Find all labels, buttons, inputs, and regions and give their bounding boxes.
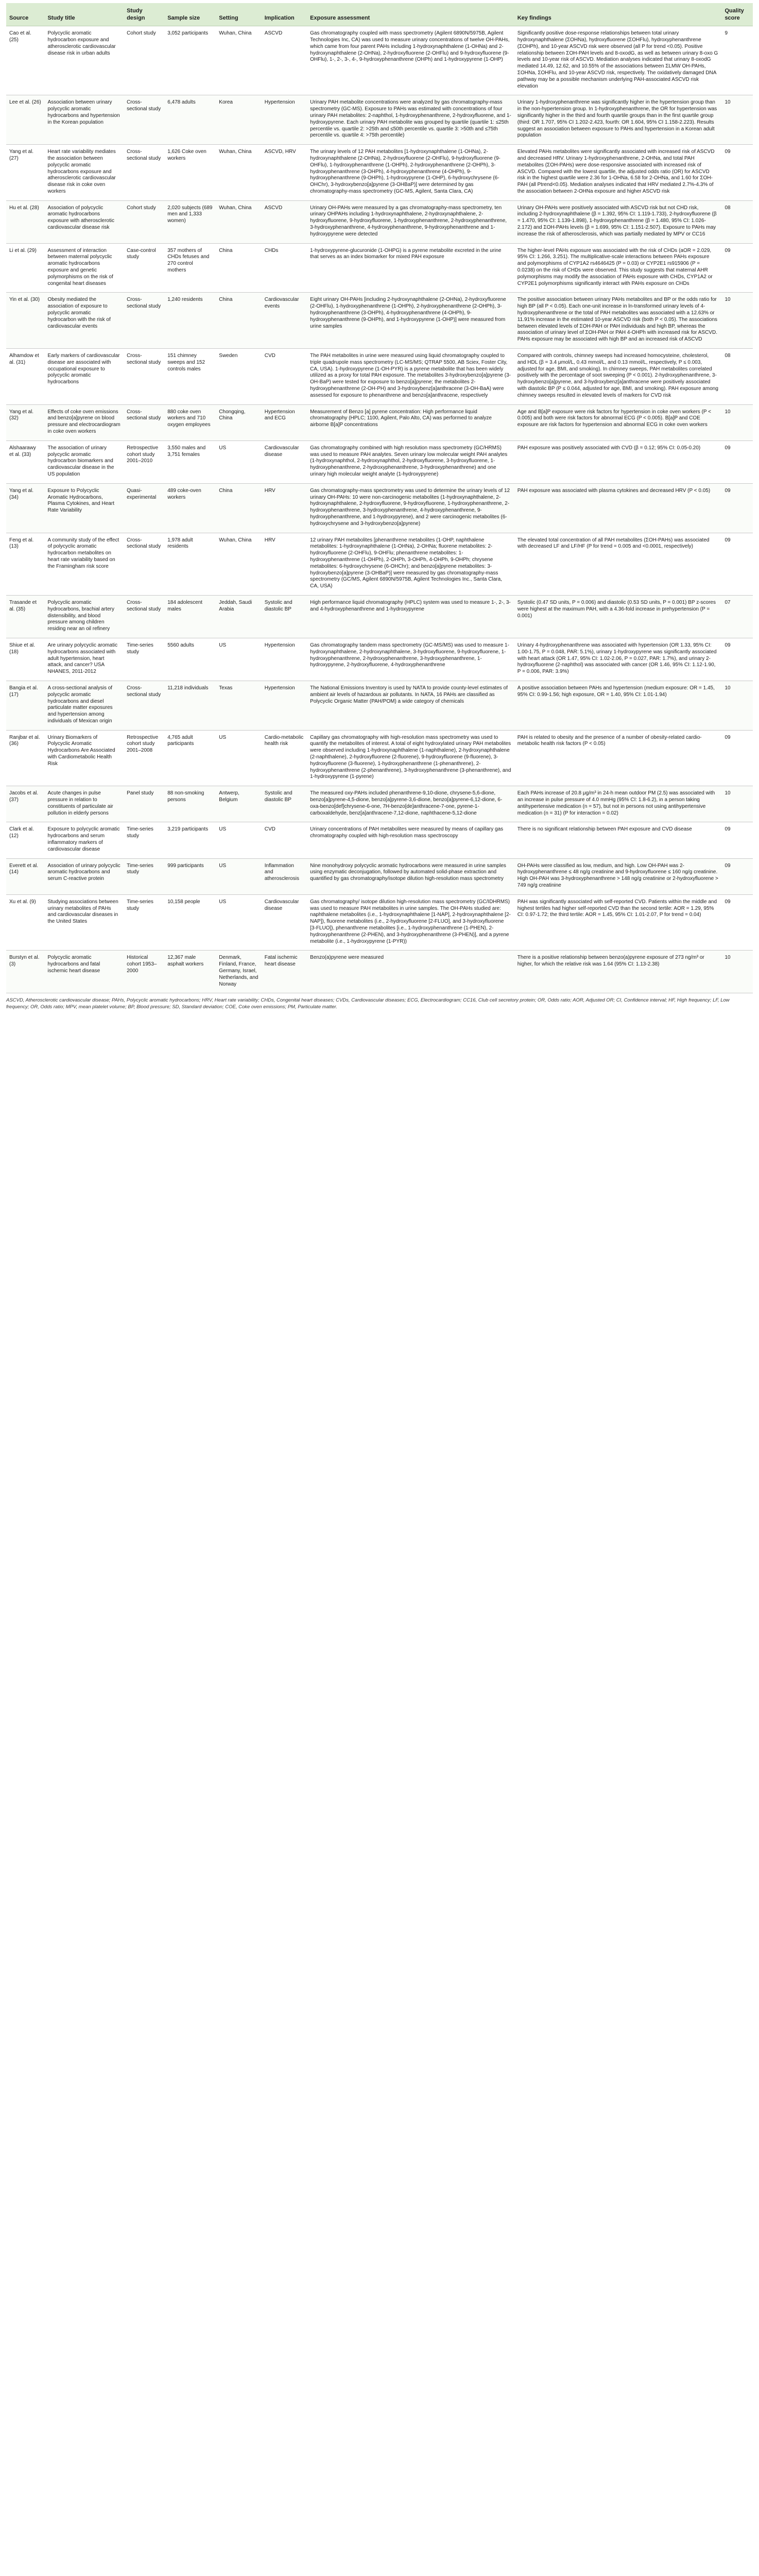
cell-exposure-assessment: Gas chromatography tandem mass spectrometry (GC-MS/MS) was used to measure 1-hydroxynaphthalene, 2-hydroxynaphthalene, 3-hydroxyfluorene, 9-hydroxyfluorene, 1-hydroxyphenanthrene, 2-hydroxyphenanthrene, 3-hydroxyphenanthrene, 1-hydroxypyrene, 2-hydroxyfluorene, 4-hydroxyphenanthrene bbox=[307, 638, 514, 681]
cell-quality-score: 09 bbox=[721, 730, 753, 786]
cell-exposure-assessment: Capillary gas chromatography with high-resolution mass spectrometry was used to quantify the metabolites of interest. A total of eight hydroxylated urinary PAH metabolites were observed including 1-hydroxynaphthalene (1-naphthalene), 2-hydroxynaphthalene (2-naphthalene), 2-hydroxyfluorene (2-fluorene), 9-hydroxyfluorene (9-fluorene), 3-hydroxyfluorene (3-fluorene), 1-hydroxyphenanthrene (1-phenanthrene), 2-hydroxyphenanthrene (2-phenanthrene), 3-hydroxyphenanthrene (3-phenanthrene), and 1-hydroxypyrene (1-pyrene) bbox=[307, 730, 514, 786]
cell-study-design: Case-control study bbox=[124, 243, 164, 293]
cell-study-title: Urinary Biomarkers of Polycyclic Aromatic Hydrocarbons Are Associated with Cardiometabolic Health Risk bbox=[44, 730, 124, 786]
cell-study-design: Panel study bbox=[124, 786, 164, 822]
cell-key-findings: There is a positive relationship between benzo(a)pyrene exposure of 273 ng/m³ or higher, for which the relative risk was 1.64 (95% CI: 1.13-2.38) bbox=[514, 951, 722, 993]
cell-key-findings: Systolic (0.47 SD units, P = 0.006) and diastolic (0.53 SD units, P = 0.001) BP z-scores were highest at the maximum PAH, with a 4.36-fold increase in prehypertension (P = 0.001) bbox=[514, 595, 722, 638]
cell-source: Li et al. (29) bbox=[6, 243, 44, 293]
cell-implication: Systolic and diastolic BP bbox=[262, 786, 307, 822]
cell-setting: Wuhan, China bbox=[216, 145, 261, 201]
cell-exposure-assessment: Measurement of Benzo [a] pyrene concentration: High performance liquid chromatography (HPLC; 1100, Agilent, Palo Alto, CA) was performed to analyze airborne B[a]P concentrations bbox=[307, 404, 514, 440]
cell-quality-score: 09 bbox=[721, 243, 753, 293]
cell-exposure-assessment: The urinary levels of 12 PAH metabolites [1-hydroxynaphthalene (1-OHNa), 2-hydroxynaphthalene (2-OHNa), 2-hydroxyfluorene (2-OHFlu), 9-hydroxyfluorene (9-OHFlu), 1-hydroxyphenanthrene (1-OHPh), 2-hydroxyphenanthrene (2-OHPh), 3-hydroxyphenanthrene (3-OHPh), 4-hydroxyphenanthrene (4-OHPh), 9-hydroxyphenanthrene (9-OHPh), 1-hydroxypyrene (1-OHP), 6-hydroxychrysene (6-OHChr), 3-hydroxybenzo[a]pyrene (3-OHBaP)] were determined by gas chromatography-mass spectrometry (GC-MS, Agilent, Santa Clara, CA) bbox=[307, 145, 514, 201]
cell-sample-size: 489 coke-oven workers bbox=[164, 483, 216, 533]
cell-sample-size: 4,765 adult participants bbox=[164, 730, 216, 786]
cell-setting: Denmark, Finland, France, Germany, Israel, Netherlands, and Norway bbox=[216, 951, 261, 993]
cell-quality-score: 10 bbox=[721, 404, 753, 440]
cell-setting: Texas bbox=[216, 681, 261, 730]
cell-study-design: Cross-sectional study bbox=[124, 533, 164, 595]
cell-source: Feng et al. (13) bbox=[6, 533, 44, 595]
cell-implication: HRV bbox=[262, 533, 307, 595]
table-row bbox=[6, 858, 753, 894]
cell-source: Alshaarawy et al. (33) bbox=[6, 440, 44, 483]
cell-key-findings: Elevated PAHs metabolites were significantly associated with increased risk of ASCVD and decreased HRV. Urinary 1-hydroxyphenanthrene, 2-OHNa, and total PAH metabolites (ΣOH-PAHs) were dose-responsive associated with increased risk of ASCVD. Compared with the lowest quartile, the adjusted odds ratio (OR) for ASCVD risk in the highest quartile were 2.36 for 1-OHNa, 6.58 for 2-OHNa, and 1.60 for ΣOH-PAH (all Ptrend<0.05). Mediation analyses indicated that HRV mediated 2.7%-4.3% of the association between 2-OHNa exposure and higher ASCVD risk bbox=[514, 145, 722, 201]
cell-key-findings: A positive association between PAHs and hypertension (medium exposure: OR = 1.45, 95% CI: 0.99-1.56; high exposure, OR = 1.40, 95% CI: 1.01-1.94) bbox=[514, 681, 722, 730]
table-row bbox=[6, 293, 753, 349]
cell-implication: ASCVD, HRV bbox=[262, 145, 307, 201]
cell-key-findings: There is no significant relationship between PAH exposure and CVD disease bbox=[514, 822, 722, 858]
cell-quality-score: 08 bbox=[721, 200, 753, 243]
table-row bbox=[6, 200, 753, 243]
cell-sample-size: 10,158 people bbox=[164, 894, 216, 951]
cell-study-design: Retrospective cohort study 2001–2010 bbox=[124, 440, 164, 483]
cell-sample-size: 999 participants bbox=[164, 858, 216, 894]
cell-exposure-assessment: Gas chromatography/ isotope dilution high-resolution mass spectrometry (GC/IDHRMS) was used to measure PAH metabolites in urine samples. The OH-PAHs studied are: naphthalene metabolites (i.e., 1-hydroxynaphthalene [1-NAP], 2-hydroxynaphthalene [2-NAP]), fluorene metabolites (i.e., 2-hydroxyfluorene [2-FLUO], and 3-hydroxyfluorene [3-FLUO]), phenanthrene metabolites [i.e., 1-hydroxyphenanthrene (1-PHEN), 2-hydroxyphenanthrene (2-PHEN), and 3-hydroxyphenanthrene (3-PHEN)], and a pyrene metabolite (i.e., 1-hydroxypyrene (1-PYR)) bbox=[307, 894, 514, 951]
header-study-title: Study title bbox=[44, 3, 124, 26]
cell-quality-score: 9 bbox=[721, 26, 753, 95]
cell-quality-score: 10 bbox=[721, 95, 753, 145]
cell-quality-score: 08 bbox=[721, 349, 753, 405]
header-row bbox=[6, 3, 753, 26]
table-row bbox=[6, 243, 753, 293]
cell-key-findings: The higher-level PAHs exposure was associated with the risk of CHDs (aOR = 2.029, 95% CI: 1.266, 3.251). The multiplicative-scale interactions between PAHs exposure and polymorphisms of CYP1A2 rs4646425 (P = 0.03) or CYP2E1 rs915906 (P = 0.0238) on the risk of CHDs were observed. This study suggests that maternal AHR polymorphisms may modify the association of PAHs exposure with CHDs, CYP1A2 or CYP2E1 polymorphisms significantly interact with PAHs exposure on CHDs bbox=[514, 243, 722, 293]
cell-study-title: Association of urinary polycyclic aromatic hydrocarbons and serum C-reactive protein bbox=[44, 858, 124, 894]
cell-study-title: Acute changes in pulse pressure in relation to constituents of particulate air pollution in elderly persons bbox=[44, 786, 124, 822]
header-exposure-assessment: Exposure assessment bbox=[307, 3, 514, 26]
cell-sample-size: 184 adolescent males bbox=[164, 595, 216, 638]
table-body bbox=[6, 26, 753, 993]
cell-quality-score: 10 bbox=[721, 681, 753, 730]
cell-sample-size: 1,240 residents bbox=[164, 293, 216, 349]
header-setting: Setting bbox=[216, 3, 261, 26]
cell-study-design: Time-series study bbox=[124, 894, 164, 951]
cell-key-findings: The elevated total concentration of all PAH metabolites (ΣOH-PAHs) was associated with decreased LF and LF/HF (P for trend = 0.005 and <0.0001, respectively) bbox=[514, 533, 722, 595]
header-study-design: Study design bbox=[124, 3, 164, 26]
table-row bbox=[6, 822, 753, 858]
cell-key-findings: Urinary OH-PAHs were positively associated with ASCVD risk but not CHD risk, including 2-hydroxynaphthalene (β = 1.392, 95% CI: 1.119-1.733), 2-hydroxyfluorene (β = 1.470, 95% CI: 1.139-1.898), 1-hydroxyphenanthrene (β = 1.480, 95% CI: 1.026-2.172) and ΣOH-PAHs levels (β = 1.699, 95% CI: 1.151-2.507). Exposure to PAHs may increase the risk of atherosclerosis, which was partially mediated by MPV or CC16 bbox=[514, 200, 722, 243]
cell-exposure-assessment: 12 urinary PAH metabolites [phenanthrene metabolites (1-OHP, naphthalene metabolites: 1-hydroxynaphthalene (1-OHNa), 2-OHNa; fluorene metabolites: 2-hydroxyfluorene (2-OHFlu), 9-OHFlu; phenanthrene metabolites: 1-hydroxyphenanthrene (1-OHPh), 2-OHPh, 3-OHPh, 4-OHPh, 9-OHPh; chrysene metabolites: 6-hydroxychrysene (6-OHChr); and benzo[a]pyrene metabolites: 3-hydroxybenzo[a]pyrene (3-OHBaP)] were measured by gas chromatography-mass spectrometry (GC/MS, Agilent 6890N/5975B, Agilent Technologies Inc., Santa Clara, CA, USA) bbox=[307, 533, 514, 595]
cell-study-design: Cross-sectional study bbox=[124, 293, 164, 349]
cell-key-findings: PAH is related to obesity and the presence of a number of obesity-related cardio-metabolic health risk factors (P < 0.05) bbox=[514, 730, 722, 786]
cell-source: Cao et al. (25) bbox=[6, 26, 44, 95]
table-row bbox=[6, 349, 753, 405]
cell-exposure-assessment: Nine monohydroxy polycyclic aromatic hydrocarbons were measured in urine samples using enzymatic deconjugation, followed by automated solid-phase extraction and quantified by gas chromatography/isotope dilution high-resolution mass spectrometry bbox=[307, 858, 514, 894]
cell-study-title: Are urinary polycyclic aromatic hydrocarbons associated with adult hypertension, heart attack, and cancer? USA NHANES, 2011-2012 bbox=[44, 638, 124, 681]
table-row bbox=[6, 404, 753, 440]
cell-source: Everett et al. (14) bbox=[6, 858, 44, 894]
literature-review-table bbox=[6, 3, 753, 993]
cell-setting: US bbox=[216, 894, 261, 951]
cell-key-findings: Each PAHs increase of 20.8 μg/m³ in 24-h mean outdoor PM (2.5) was associated with an increase in pulse pressure of 4.0 mmHg (95% CI: 1.8-6.2), in a person taking antihypertensive medication (n = 57), but not in persons not using antihypertensive medication (n = 31) (P for interaction = 0.02) bbox=[514, 786, 722, 822]
cell-implication: Hypertension bbox=[262, 681, 307, 730]
cell-sample-size: 3,550 males and 3,751 females bbox=[164, 440, 216, 483]
cell-study-title: A community study of the effect of polycyclic aromatic hydrocarbon metabolites on heart rate variability based on the Framingham risk score bbox=[44, 533, 124, 595]
cell-setting: Wuhan, China bbox=[216, 533, 261, 595]
table-header bbox=[6, 3, 753, 26]
cell-study-design: Historical cohort 1953–2000 bbox=[124, 951, 164, 993]
cell-sample-size: 5560 adults bbox=[164, 638, 216, 681]
table-row bbox=[6, 595, 753, 638]
header-quality-score: Quality score bbox=[721, 3, 753, 26]
header-key-findings: Key findings bbox=[514, 3, 722, 26]
cell-source: Yang et al. (27) bbox=[6, 145, 44, 201]
cell-setting: Jeddah, Saudi Arabia bbox=[216, 595, 261, 638]
cell-study-title: Association of polycyclic aromatic hydrocarbons exposure with atherosclerotic cardiovascular disease risk bbox=[44, 200, 124, 243]
cell-source: Hu et al. (28) bbox=[6, 200, 44, 243]
cell-implication: HRV bbox=[262, 483, 307, 533]
cell-study-title: Obesity mediated the association of exposure to polycyclic aromatic hydrocarbon with the risk of cardiovascular events bbox=[44, 293, 124, 349]
cell-source: Lee et al. (26) bbox=[6, 95, 44, 145]
cell-implication: Inflammation and atherosclerosis bbox=[262, 858, 307, 894]
cell-quality-score: 07 bbox=[721, 595, 753, 638]
cell-setting: Antwerp, Belgium bbox=[216, 786, 261, 822]
cell-sample-size: 11,218 individuals bbox=[164, 681, 216, 730]
cell-implication: Hypertension and ECG bbox=[262, 404, 307, 440]
cell-source: Xu et al. (9) bbox=[6, 894, 44, 951]
cell-key-findings: Age and B[a]P exposure were risk factors for hypertension in coke oven workers (P < 0.005) and both were risk factors for abnormal ECG (P < 0.005). B[a]P and COE exposure are risk factors for hypertension and abnormal ECG in coke oven workers bbox=[514, 404, 722, 440]
cell-study-design: Cross-sectional study bbox=[124, 95, 164, 145]
header-implication: Implication bbox=[262, 3, 307, 26]
cell-source: Clark et al. (12) bbox=[6, 822, 44, 858]
cell-source: Alhamdow et al. (31) bbox=[6, 349, 44, 405]
cell-exposure-assessment: High performance liquid chromatography (HPLC) system was used to measure 1-, 2-, 3- and 4-hydroxyphenanthrene and 1-hydroxypyrene bbox=[307, 595, 514, 638]
cell-study-design: Retrospective cohort study 2001–2008 bbox=[124, 730, 164, 786]
cell-key-findings: PAH exposure was positively associated with CVD (β = 0.12; 95% CI: 0.05-0.20) bbox=[514, 440, 722, 483]
table-row bbox=[6, 95, 753, 145]
cell-source: Bangia et al. (17) bbox=[6, 681, 44, 730]
cell-study-title: The association of urinary polycyclic aromatic hydrocarbon biomarkers and cardiovascular disease in the US population bbox=[44, 440, 124, 483]
cell-implication: Hypertension bbox=[262, 638, 307, 681]
cell-exposure-assessment: Gas chromatography combined with high resolution mass spectrometry (GC/HRMS) was used to measure PAH analytes. Seven urinary low molecular weight PAH analytes (1-hydroxynaphthol, 2-hydroxynaphthol, 2-hydroxyfluorene, 3-hydroxyfluorene, 1-hydroxyphenanthrene, 2-hydroxyphenanthrene, 3-hydroxyphenanthrene) and one urinary high molecular weight analyte (1-hydroxypyrene) bbox=[307, 440, 514, 483]
cell-exposure-assessment: Eight urinary OH-PAHs [including 2-hydroxynaphthalene (2-OHNa), 2-hydroxyfluorene (2-OHFlu), 1-hydroxyphenanthrene (1-OHPh), 2-hydroxyphenanthrene (2-OHPh), 3-hydroxyphenanthrene (3-OHPh), 4-hydroxyphenanthrene (4-OHPh), 9-hydroxyphenanthrene (9-OHPh), and 1-hydroxypyrene (1-OHP)] were measured from urine samples bbox=[307, 293, 514, 349]
abbreviations-footnote: ASCVD, Atherosclerotic cardiovascular disease; PAHs, Polycyclic aromatic hydrocarbons; HRV, Heart rate variability; CHDs, Congenital heart diseases; CVDs, Cardiovascular diseases; ECG, Electrocardiogram; CC16, Club cell secretory protein; OR, Odds ratio; AOR, Adjusted OR; CI, Confidence interval; HF, High frequency; LF, Low frequency; OR, Odds ratio; MPV, mean platelet volume; BP, Blood pressure; SD, Standard deviation; COE, Coke oven emissions; PM, Particulate matter. bbox=[6, 997, 730, 1010]
cell-sample-size: 357 mothers of CHDs fetuses and 270 control mothers bbox=[164, 243, 216, 293]
cell-implication: Cardiovascular disease bbox=[262, 440, 307, 483]
cell-setting: China bbox=[216, 483, 261, 533]
cell-source: Yang et al. (32) bbox=[6, 404, 44, 440]
cell-key-findings: Urinary 1-hydroxyphenanthrene was significantly higher in the hypertension group than in the non-hypertension group. In 1-hydroxyphenanthrene, the OR for hypertension was significantly higher in the third and fourth quartile groups than in the first quartile group (third: OR 1.707, 95% CI 1.202-2.423, fourth: OR 1.604, 95% CI 1.158-2.223). Results suggest an association between exposure to PAHs and hypertension in a Korean adult population bbox=[514, 95, 722, 145]
cell-study-design: Time-series study bbox=[124, 638, 164, 681]
cell-sample-size: 12,367 male asphalt workers bbox=[164, 951, 216, 993]
cell-study-title: Association between urinary polycyclic aromatic hydrocarbons and hypertension in the Korean population bbox=[44, 95, 124, 145]
cell-sample-size: 1,626 Coke oven workers bbox=[164, 145, 216, 201]
cell-key-findings: Urinary 4-hydroxyphenanthrene was associated with hypertension (OR 1.33, 95% CI: 1.00-1.75, P = 0.048, PAR: 5.1%), urinary 1-hydroxypyrene was significantly associated with heart attack (OR 1.47, 95% CI: 1.02-2.06, P = 0.027, PAR: 1.7%), and urinary 2-hydroxyfluorene (2-naphthol) was associated with cancer (OR 1.46, 95% CI: 1.12-1.90, P = 0.006, PAR: 3.9%) bbox=[514, 638, 722, 681]
cell-study-title: Exposure to polycyclic aromatic hydrocarbons and serum inflammatory markers of cardiovascular disease bbox=[44, 822, 124, 858]
cell-sample-size: 88 non-smoking persons bbox=[164, 786, 216, 822]
table-row bbox=[6, 483, 753, 533]
table-row bbox=[6, 440, 753, 483]
cell-study-design: Time-series study bbox=[124, 858, 164, 894]
cell-setting: Wuhan, China bbox=[216, 200, 261, 243]
cell-implication: Cardiovascular events bbox=[262, 293, 307, 349]
cell-sample-size: 2,020 subjects (689 men and 1,333 women) bbox=[164, 200, 216, 243]
cell-exposure-assessment: Urinary PAH metabolite concentrations were analyzed by gas chromatography-mass spectrometry (GC-MS). Exposure to PAHs was estimated with concentrations of four urinary PAH metabolites: 2-naphthol, 1-hydroxyphenanthrene, 2-hydroxyfluorene, and 1-hydroxypyrene. Each urinary PAH metabolite was grouped by quartile (quartile 1: ≤25th percentile vs. quartile 2: >25th and ≤50th percentile vs. quartile 3: >50th and ≤75th percentile vs. quartile 4: >75th percentile) bbox=[307, 95, 514, 145]
cell-quality-score: 09 bbox=[721, 822, 753, 858]
cell-study-title: Assessment of interaction between maternal polycyclic aromatic hydrocarbons exposure and genetic polymorphisms on the risk of congenital heart diseases bbox=[44, 243, 124, 293]
cell-key-findings: The positive association between urinary PAHs metabolites and BP or the odds ratio for high BP (all P < 0.05). Each one-unit increase in ln-transformed urinary levels of 4-hydroxyphenanthrene or the total of PAH metabolites was associated with a 12.63% or 11.91% increase in the estimated 10-year ASCVD risk (both P < 0.05). The associations between elevated levels of ΣOH-PAH or PAH individuals and high BP, whereas the association of urinary level of ΣOH-PAH or PAH 4-OHPh with increased risk for ASCVD. PAHs exposure may be associated with high BP and an increased risk of ASCVD bbox=[514, 293, 722, 349]
table-row bbox=[6, 533, 753, 595]
table-row bbox=[6, 145, 753, 201]
cell-exposure-assessment: Benzo(a)pyrene were measured bbox=[307, 951, 514, 993]
cell-exposure-assessment: The PAH metabolites in urine were measured using liquid chromatography coupled to triple quadrupole mass spectrometry (LC-MS/MS; QTRAP 5500, AB Sciex, Foster City, CA, USA). 1-hydroxypyrene (1-OH-PYR) is a pyrene metabolite that has been widely utilized as a proxy for total PAH exposure. The metabolites 3-hydroxybenzo[a]pyrene (3-OH-BaP) were tested for exposure to benzo[a]pyrene; the metabolites 2-hydroxyphenanthrene (2-OH-PH) and 3-hydroxybenz[a]anthracene (3-OH-BaA) were assessed for exposure to phenanthrene and benzo[a]anthracene, respectively bbox=[307, 349, 514, 405]
cell-sample-size: 3,052 participants bbox=[164, 26, 216, 95]
table-row bbox=[6, 26, 753, 95]
cell-key-findings: OH-PAHs were classified as low, medium, and high. Low OH-PAH was 2-hydroxyphenanthrene ≤ 48 ng/g creatinine and 9-hydroxyfluorene ≤ 160 ng/g creatinine. High OH-PAH was 3-hydroxyphenanthrene > 148 ng/g creatinine or 2-hydroxyfluorene > 749 ng/g creatinine bbox=[514, 858, 722, 894]
cell-sample-size: 3,219 participants bbox=[164, 822, 216, 858]
cell-setting: US bbox=[216, 440, 261, 483]
cell-sample-size: 6,478 adults bbox=[164, 95, 216, 145]
cell-quality-score: 09 bbox=[721, 145, 753, 201]
cell-source: Yang et al. (34) bbox=[6, 483, 44, 533]
cell-setting: US bbox=[216, 858, 261, 894]
cell-study-title: Polycyclic aromatic hydrocarbons, brachial artery distensibility, and blood pressure among children residing near an oil refinery bbox=[44, 595, 124, 638]
cell-quality-score: 09 bbox=[721, 858, 753, 894]
cell-setting: Sweden bbox=[216, 349, 261, 405]
cell-study-design: Time-series study bbox=[124, 822, 164, 858]
cell-study-design: Cross-sectional study bbox=[124, 349, 164, 405]
table-row bbox=[6, 681, 753, 730]
cell-sample-size: 880 coke oven workers and 710 oxygen employees bbox=[164, 404, 216, 440]
cell-quality-score: 09 bbox=[721, 440, 753, 483]
cell-quality-score: 09 bbox=[721, 638, 753, 681]
cell-exposure-assessment: The measured oxy-PAHs included phenanthrene-9,10-dione, chrysene-5,6-dione, benzo[a]pyrene-4,5-dione, benzo[a]pyrene-3,6-dione, benzo[a]pyrene-6,12-dione, 6-oxa-benzo[def]chrysene-6-one, 7H-benzo[de]anthracene-7-one, pyrene-1-carboxaldehyde, benz[a]anthracene-7,12-dione, naphthacene-5,12-dione bbox=[307, 786, 514, 822]
cell-exposure-assessment: Gas chromatography-mass spectrometry was used to determine the urinary levels of 12 urinary OH-PAHs: 10 were non-carcinogenic metabolites (1-hydroxynaphthalene, 2-hydroxynaphthalene, 2-hydroxyfluorene, 9-hydroxyfluorene, 1-hydroxyphenanthrene, 2-hydroxyphenanthrene, 3-hydroxyphenanthrene, 4-hydroxyphenanthrene, 9-hydroxyphenanthrene, and 1-hydroxypyrene), and 2 were carcinogenic metabolites (6-hydroxychrysene and 3-hydroxybenzo[a]pyrene) bbox=[307, 483, 514, 533]
cell-study-design: Cross-sectional study bbox=[124, 404, 164, 440]
cell-quality-score: 09 bbox=[721, 894, 753, 951]
cell-study-title: A cross-sectional analysis of polycyclic aromatic hydrocarbons and diesel particulate matter exposures and hypertension among individuals of Mexican origin bbox=[44, 681, 124, 730]
cell-study-title: Exposure to Polycyclic Aromatic Hydrocarbons, Plasma Cytokines, and Heart Rate Variability bbox=[44, 483, 124, 533]
cell-source: Yin et al. (30) bbox=[6, 293, 44, 349]
cell-implication: CVD bbox=[262, 822, 307, 858]
cell-key-findings: Significantly positive dose-response relationships between total urinary hydroxynaphthalene (ΣOHNa), hydroxyfluorene (ΣOHFlu), hydroxyphenanthrene (ΣOHPh), and 10-year ASCVD risk were observed (all P for trend <0.05). Positive relationship between ΣOH-PAH levels and 8-oxodG, as well as between urinary 8-oxo G levels and 10-year risk of ASCVD. Mediation analyses indicated that urinary 8-oxodG mediated 14.49, 12.62, and 10.55% of the associations between ΣLMW OH-PAHs, ΣOHNa, ΣOHFlu, and 10-year ASCVD risk, respectively. The oxidatively damaged DNA pathway may be a possible mechanism underlying PAH-associated ASCVD risk elevation bbox=[514, 26, 722, 95]
cell-implication: Cardiovascular disease bbox=[262, 894, 307, 951]
header-source: Source bbox=[6, 3, 44, 26]
cell-setting: China bbox=[216, 243, 261, 293]
cell-sample-size: 151 chimney sweeps and 152 controls males bbox=[164, 349, 216, 405]
table-row bbox=[6, 894, 753, 951]
cell-setting: China bbox=[216, 293, 261, 349]
cell-setting: Korea bbox=[216, 95, 261, 145]
cell-source: Trasande et al. (35) bbox=[6, 595, 44, 638]
cell-setting: Wuhan, China bbox=[216, 26, 261, 95]
cell-study-design: Cross-sectional study bbox=[124, 595, 164, 638]
cell-implication: Systolic and diastolic BP bbox=[262, 595, 307, 638]
cell-implication: CHDs bbox=[262, 243, 307, 293]
cell-implication: Fatal ischemic heart disease bbox=[262, 951, 307, 993]
cell-key-findings: PAH exposure was associated with plasma cytokines and decreased HRV (P < 0.05) bbox=[514, 483, 722, 533]
cell-study-title: Polycyclic aromatic hydrocarbon exposure and atherosclerotic cardiovascular disease risk in urban adults bbox=[44, 26, 124, 95]
cell-setting: US bbox=[216, 638, 261, 681]
cell-setting: Chongqing, China bbox=[216, 404, 261, 440]
cell-source: Burstyn et al. (3) bbox=[6, 951, 44, 993]
cell-exposure-assessment: 1-hydroxypyrene-glucuronide (1-OHPG) is a pyrene metabolite excreted in the urine that serves as an index biomarker for mixed PAH exposure bbox=[307, 243, 514, 293]
cell-key-findings: PAH was significantly associated with self-reported CVD. Patients within the middle and highest tertiles had higher self-reported CVD than the second tertile: AOR = 1.29, 95% CI: 0.97-1.72; the third tertile: AOR = 1.45, 95% CI: 1.01-2.07, P for trend = 0.04) bbox=[514, 894, 722, 951]
cell-key-findings: Compared with controls, chimney sweeps had increased homocysteine, cholesterol, and HDL (β = 3.4 μmol/L, 0.43 mmol/L, and 0.13 mmol/L, respectively, P ≤ 0.003, adjusted for age, BMI, and smoking). In chimney sweeps, PAH metabolites correlated positively with the percentage of soot sweeping (P < 0.001). 2-hydroxyphenanthrene, 3-hydroxybenzo[a]pyrene, and 3-hydroxybenz[a]anthracene were positively associated with diastolic BP (P ≤ 0.044, adjusted for age, BMI, and smoking). PAH exposure among chimney sweeps resulted in elevated levels of markers for CVD risk bbox=[514, 349, 722, 405]
cell-study-design: Cross-sectional study bbox=[124, 681, 164, 730]
table-row bbox=[6, 786, 753, 822]
cell-exposure-assessment: Urinary OH-PAHs were measured by a gas chromatography-mass spectrometry, ten urinary OHPAHs including 1-hydroxynaphthalene, 2-hydroxynaphthalene, 2-hydroxyfluorene, 9-hydroxyfluorene, 1-hydroxyphenanthrene, 2-hydroxyphenanthrene, 3-hydroxyphenanthrene, 4-hydroxyphenanthrene, 9-hydroxyphenanthrene and 1-hydroxypyrene were detected bbox=[307, 200, 514, 243]
cell-exposure-assessment: The National Emissions Inventory is used by NATA to provide county-level estimates of ambient air levels of hazardous air pollutants. In NATA, 16 PAHs are classified as Polycyclic Organic Matter (PAH/POM) a wide category of chemicals bbox=[307, 681, 514, 730]
header-sample-size: Sample size bbox=[164, 3, 216, 26]
cell-sample-size: 1,978 adult residents bbox=[164, 533, 216, 595]
table-row bbox=[6, 638, 753, 681]
cell-source: Jacobs et al. (37) bbox=[6, 786, 44, 822]
cell-quality-score: 10 bbox=[721, 951, 753, 993]
cell-quality-score: 10 bbox=[721, 786, 753, 822]
cell-implication: ASCVD bbox=[262, 200, 307, 243]
cell-study-design: Cross-sectional study bbox=[124, 145, 164, 201]
cell-implication: Hypertension bbox=[262, 95, 307, 145]
cell-study-title: Polycyclic aromatic hydrocarbons and fatal ischemic heart disease bbox=[44, 951, 124, 993]
cell-study-title: Effects of coke oven emissions and benzo[a]pyrene on blood pressure and electrocardiogram in coke oven workers bbox=[44, 404, 124, 440]
cell-quality-score: 09 bbox=[721, 533, 753, 595]
cell-source: Ranjbar et al. (36) bbox=[6, 730, 44, 786]
cell-exposure-assessment: Gas chromatography coupled with mass spectrometry (Agilent 6890N/5975B, Agilent Technologies Inc, CA) was used to measure urinary concentrations of twelve OH-PAHs, which came from four parent PAHs including 1-hydroxynaphthalene (1-OHNa) and 2-hydroxynaphthalene (2-OHNa), 2-hydroxyfluorene (2-OHFlu) and 9-hydroxyfluorene (9-OHFlu), 1-, 2-, 3-, 4-, 9-hydroxyphenanthrene (OHPh) and 1-hydroxypyrene (1-OHP) bbox=[307, 26, 514, 95]
cell-implication: Cardio-metabolic health risk bbox=[262, 730, 307, 786]
cell-study-title: Early markers of cardiovascular disease are associated with occupational exposure to polycyclic aromatic hydrocarbons bbox=[44, 349, 124, 405]
cell-study-title: Heart rate variability mediates the association between polycyclic aromatic hydrocarbons exposure and atherosclerotic cardiovascular disease risk in coke oven workers bbox=[44, 145, 124, 201]
cell-quality-score: 09 bbox=[721, 483, 753, 533]
cell-study-design: Quasi-experimental bbox=[124, 483, 164, 533]
cell-setting: US bbox=[216, 730, 261, 786]
cell-study-design: Cohort study bbox=[124, 200, 164, 243]
cell-source: Shiue et al. (18) bbox=[6, 638, 44, 681]
cell-implication: CVD bbox=[262, 349, 307, 405]
cell-study-title: Studying associations between urinary metabolites of PAHs and cardiovascular diseases in the United States bbox=[44, 894, 124, 951]
table-row bbox=[6, 951, 753, 993]
cell-setting: US bbox=[216, 822, 261, 858]
page bbox=[0, 0, 759, 1021]
cell-study-design: Cohort study bbox=[124, 26, 164, 95]
cell-quality-score: 10 bbox=[721, 293, 753, 349]
cell-exposure-assessment: Urinary concentrations of PAH metabolites were measured by means of capillary gas chromatography coupled with high-resolution mass spectroscopy bbox=[307, 822, 514, 858]
table-row bbox=[6, 730, 753, 786]
cell-implication: ASCVD bbox=[262, 26, 307, 95]
